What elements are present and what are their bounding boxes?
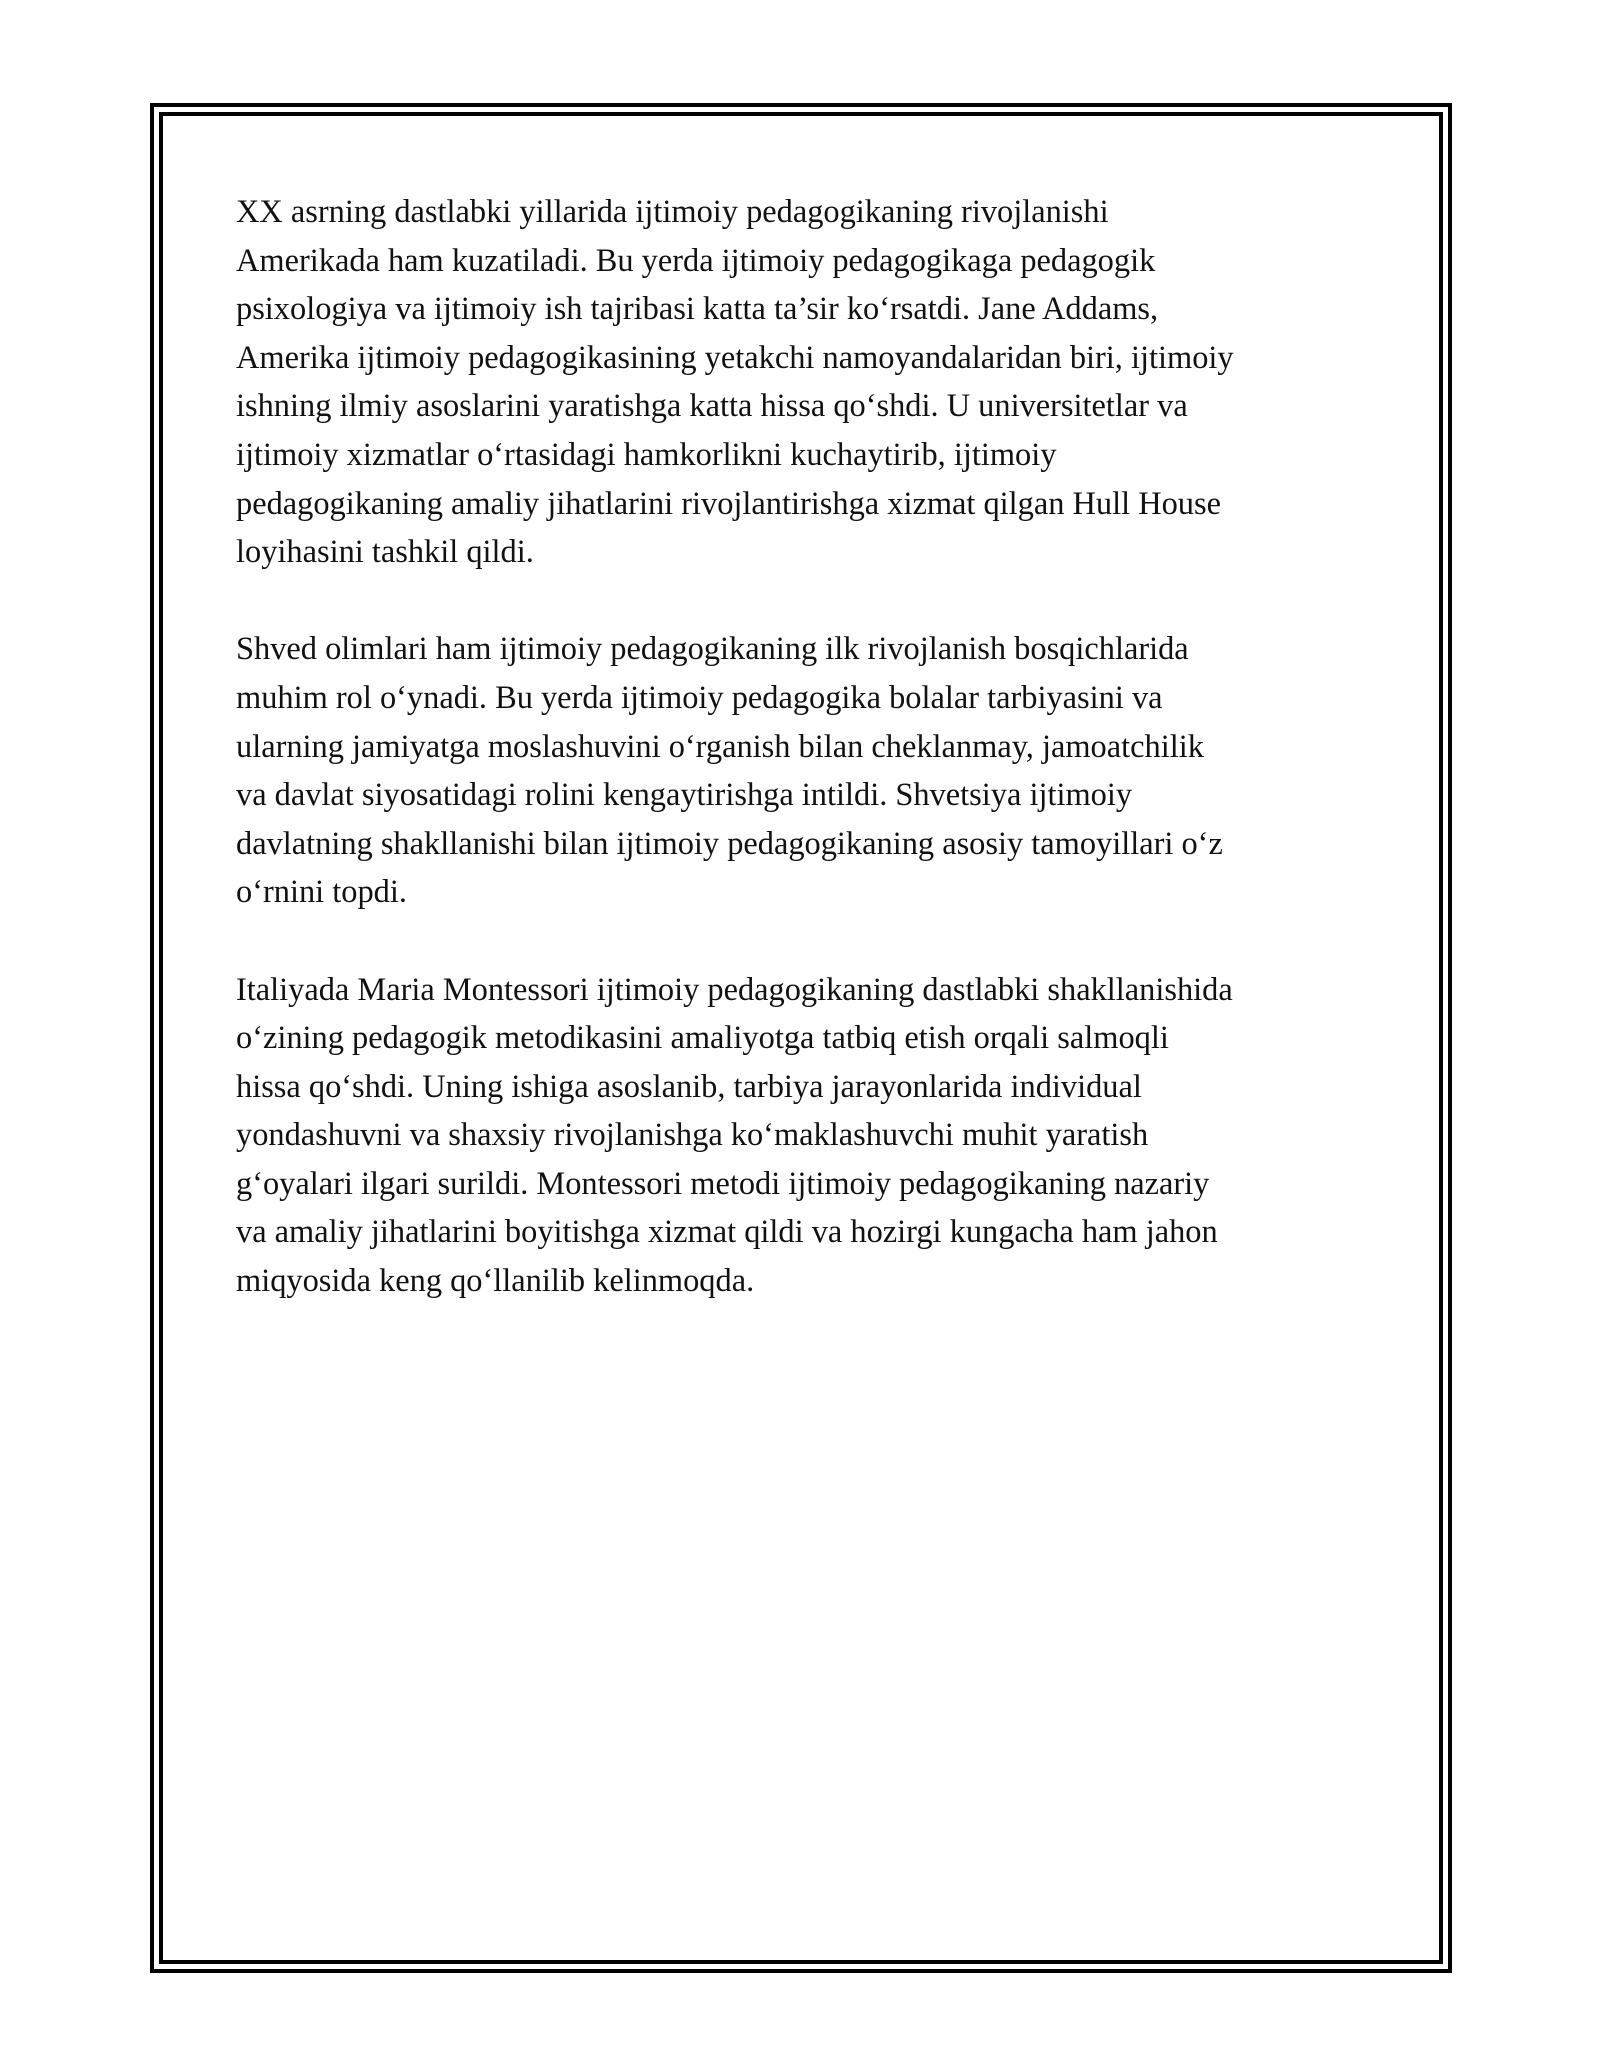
document-body [236,188,1376,1354]
paragraph-italy: Italiyada Maria Montessori ijtimoiy pedagogikaning dastlabki shakllanishida oʻzining pedagogik metodikasini amaliyotga tatbiq etish orqali salmoqli hissa qoʻshdi. Uning ishiga asoslanib, tarbiya jarayonlarida individual yondashuvni va shaxsiy rivojlanishga koʻmaklashuvchi muhit yaratish gʻoyalari ilgari surildi. Montessori metodi ijtimoiy pedagogikaning nazariy va amaliy jihatlarini boyitishga xizmat qildi va hozirgi kungacha ham jahon miqyosida keng qoʻllanilib kelinmoqda. [236,971,1233,1300]
paragraph-america: XX asrning dastlabki yillarida ijtimoiy pedagogikaning rivojlanishi Amerikada ham kuzatiladi. Bu yerda ijtimoiy pedagogikaga pedagogik psixologiya va ijtimoiy ish tajribasi katta ta’sir koʻrsatdi. Jane Addams, Amerika ijtimoiy pedagogikasining yetakchi namoyandalaridan biri, ijtimoiy ishning ilmiy asoslarini yaratishga katta hissa qoʻshdi. U universitetlar va ijtimoiy xizmatlar oʻrtasidagi hamkorlikni kuchaytirib, ijtimoiy pedagogikaning amaliy jihatlarini rivojlantirishga xizmat qilgan Hull House loyihasini tashkil qildi. [236,194,1234,571]
paragraph-sweden: Shved olimlari ham ijtimoiy pedagogikaning ilk rivojlanish bosqichlarida muhim rol oʻynadi. Bu yerda ijtimoiy pedagogika bolalar tarbiyasini va ularning jamiyatga moslashuvini oʻrganish bilan cheklanmay, jamoatchilik va davlat siyosatidagi rolini kengaytirishga intildi. Shvetsiya ijtimoiy davlatning shakllanishi bilan ijtimoiy pedagogikaning asosiy tamoyillari oʻz oʻrnini topdi. [236,631,1223,911]
